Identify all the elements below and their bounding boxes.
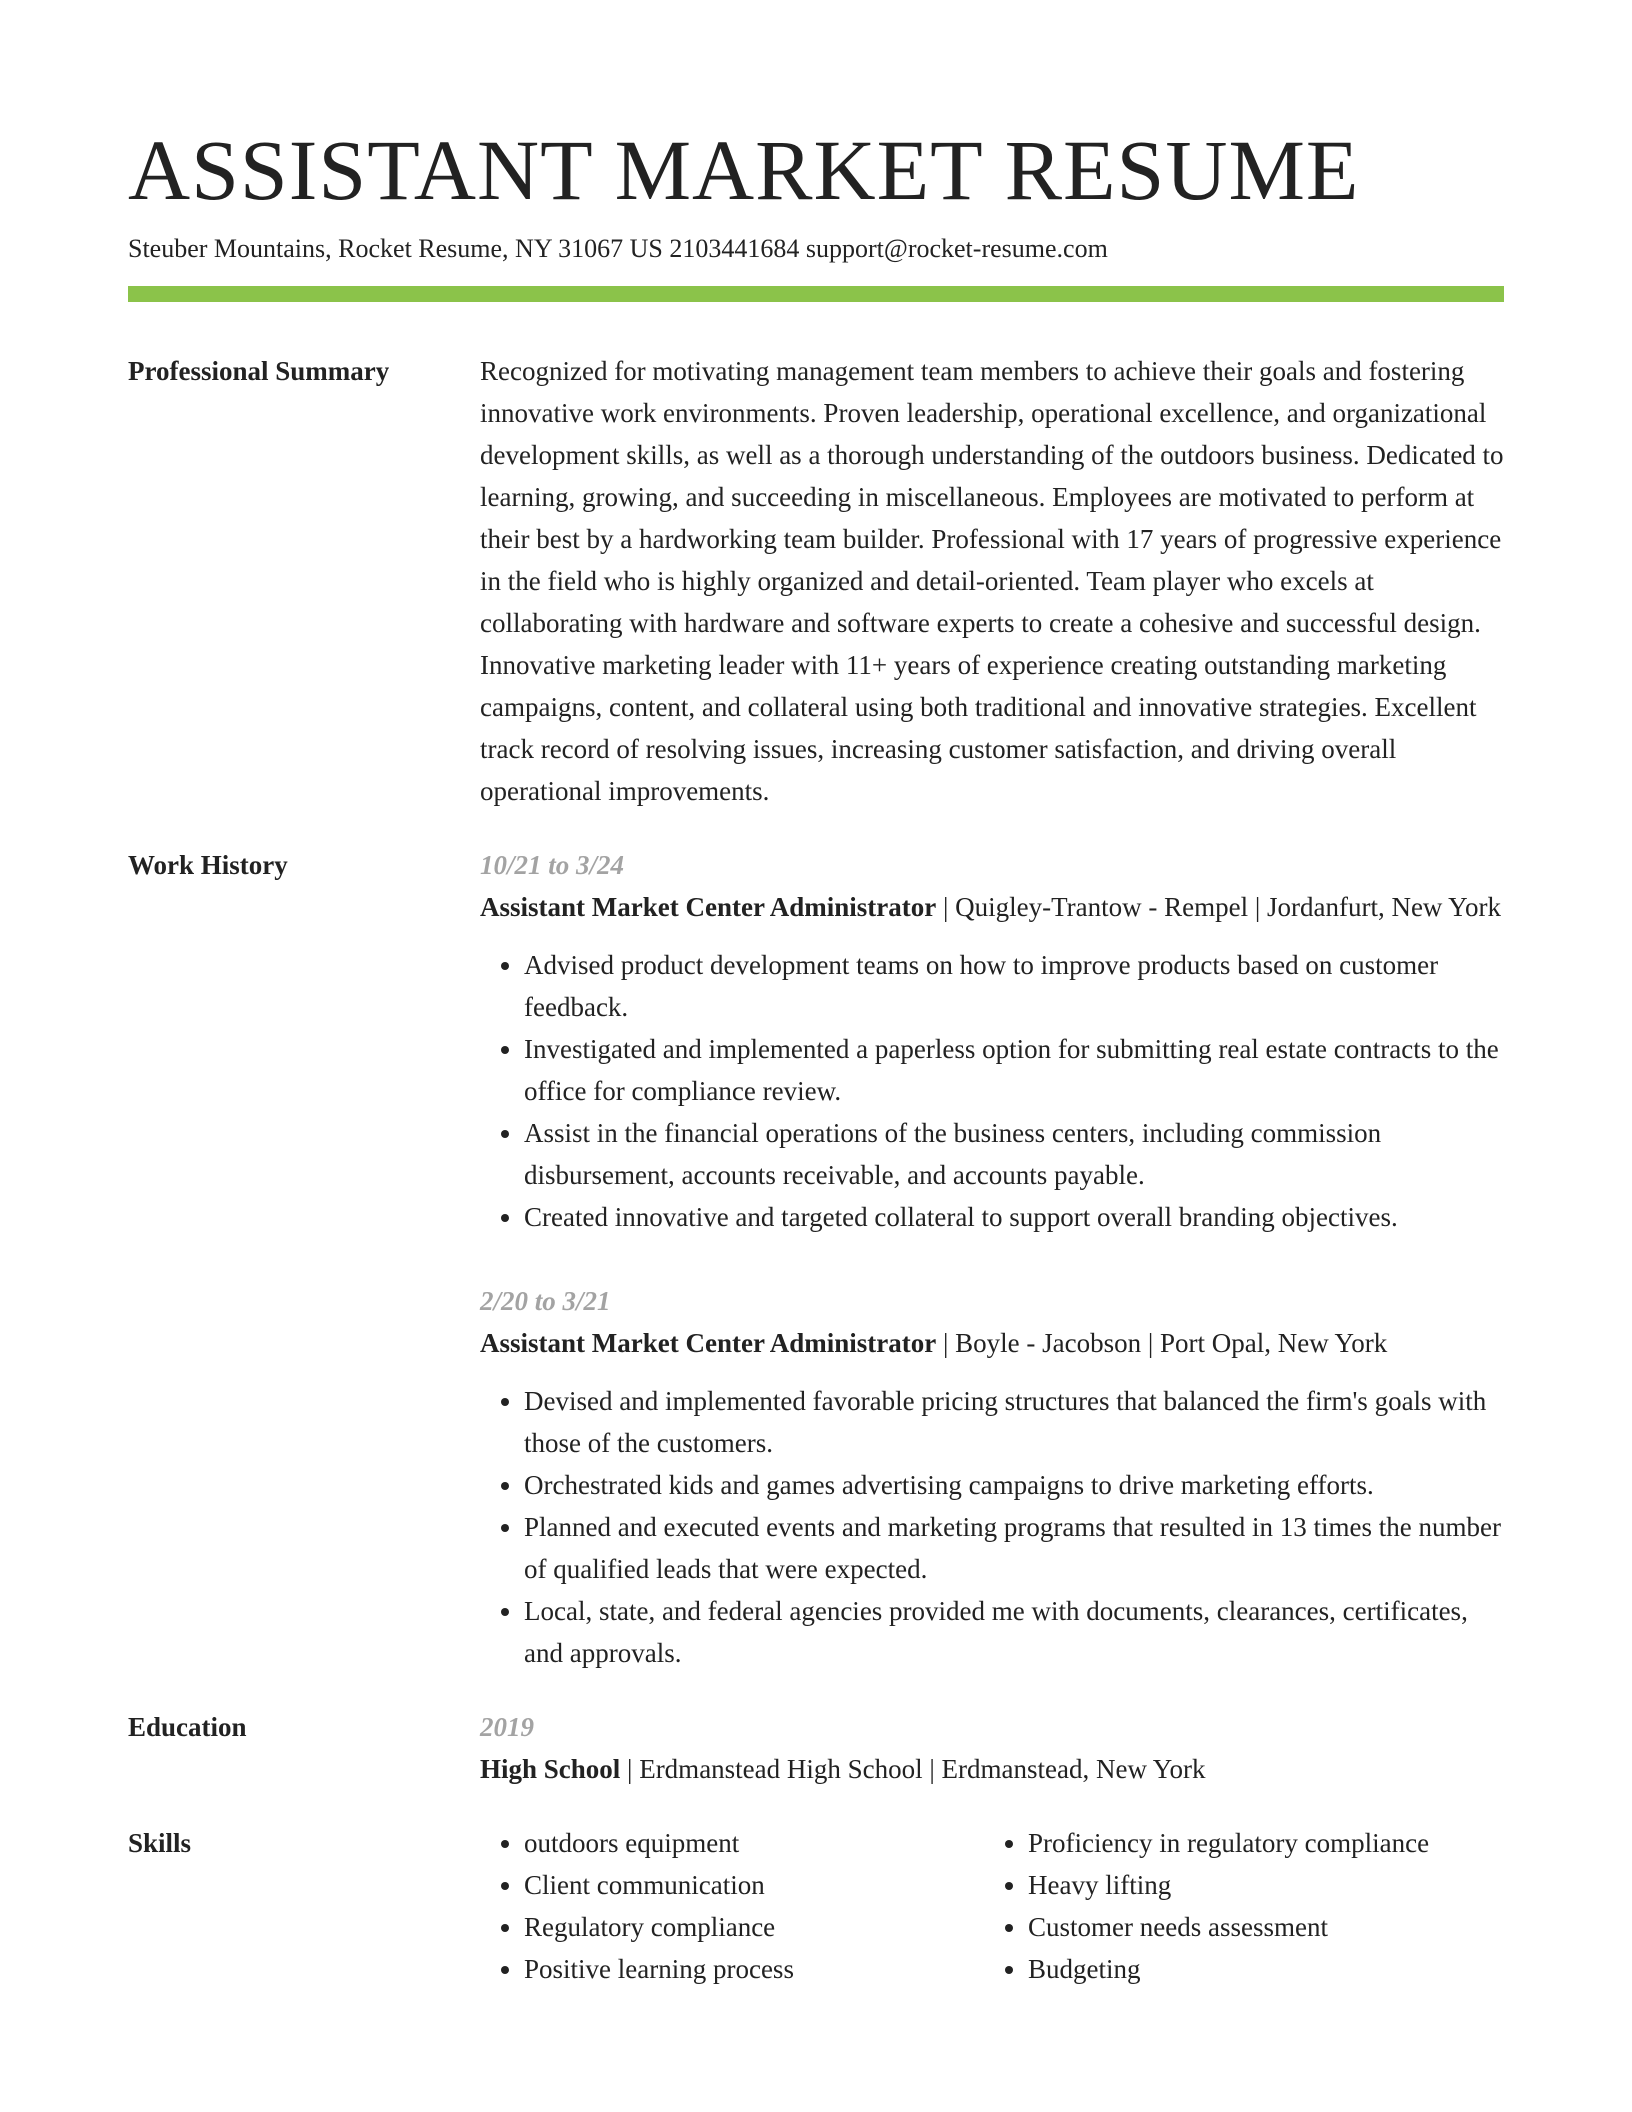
contact-line: Steuber Mountains, Rocket Resume, NY 31067 US 2103441684 support@rocket-resume.com [128,234,1108,263]
work-body [480,844,1504,1674]
skill-item: • Customer needs assessment [1028,1906,1508,1948]
job-role-line [480,1322,1504,1364]
section-label-work: Work History [128,850,288,880]
job-details: | Boyle - Jacobson | Port Opal, New York [936,1328,1388,1358]
summary-body [480,350,1504,812]
education-body [480,1706,1504,1790]
job-dates: 2/20 to 3/21 [480,1286,611,1316]
job-bullet: • Created innovative and targeted collateral to support overall branding objectives. [524,1196,1504,1238]
skills-list-left [480,1822,984,1990]
education-section [128,1706,1504,1790]
skill-item: • outdoors equipment [524,1822,984,1864]
section-label-skills: Skills [128,1828,192,1858]
skill-item: • Heavy lifting [1028,1864,1508,1906]
job-bullet: • Advised product development teams on how to improve products based on customer feedback. [524,944,1504,1028]
work-history-section [128,844,1504,1674]
education-degree: High School [480,1754,621,1784]
job-bullet-list [480,1380,1504,1674]
summary-text: Recognized for motivating management team members to achieve their goals and fostering innovative work environments. Proven leadership, operational excellence, and organizational development skills, as well as a thorough understanding of the outdoors business. Dedicated to learning, growing, and succeeding in miscellaneous. Employees are motivated to perform at their best by a hardworking team builder. Professional with 17 years of progressive experience in the field who is highly organized and detail-oriented. Team player who excels at collaborating with hardware and software experts to create a cohesive and successful design. Innovative marketing leader with 11+ years of experience creating outstanding marketing campaigns, content, and collateral using both traditional and innovative strategies. Excellent track record of resolving issues, increasing customer satisfaction, and driving overall operational improvements. [480,356,1504,806]
professional-summary-section [128,350,1504,812]
skill-item: • Positive learning process [524,1948,984,1990]
job-bullet: • Investigated and implemented a paperless option for submitting real estate contracts to the office for compliance review. [524,1028,1504,1112]
resume-title: ASSISTANT MARKET RESUME [128,122,1360,218]
section-label-summary: Professional Summary [128,356,390,386]
job-bullet: • Orchestrated kids and games advertising campaigns to drive marketing efforts. [524,1464,1504,1506]
skills-section [128,1822,1504,1990]
job-entry [480,1280,1504,1674]
skills-list-right [984,1822,1508,1990]
job-title: Assistant Market Center Administrator [480,892,937,922]
skill-item: • Client communication [524,1864,984,1906]
header-accent-bar [128,286,1504,302]
job-bullet: • Local, state, and federal agencies provided me with documents, clearances, certificates, and approvals. [524,1590,1504,1674]
job-bullet-list [480,944,1504,1238]
education-year: 2019 [480,1712,534,1742]
skills-body [480,1822,1508,1990]
job-dates: 10/21 to 3/24 [480,850,625,880]
job-bullet: • Devised and implemented favorable pricing structures that balanced the firm's goals with those of the customers. [524,1380,1504,1464]
job-entry [480,844,1504,1238]
job-title: Assistant Market Center Administrator [480,1328,937,1358]
job-bullet: • Assist in the financial operations of the business centers, including commission disbursement, accounts receivable, and accounts payable. [524,1112,1504,1196]
section-label-education: Education [128,1712,247,1742]
job-role-line [480,886,1504,928]
skill-item: • Proficiency in regulatory compliance [1028,1822,1508,1864]
job-bullet: • Planned and executed events and marketing programs that resulted in 13 times the number of qualified leads that were expected. [524,1506,1504,1590]
skill-item: • Regulatory compliance [524,1906,984,1948]
skill-item: • Budgeting [1028,1948,1508,1990]
education-line [480,1748,1504,1790]
skills-columns [480,1822,1508,1990]
education-details: | Erdmanstead High School | Erdmanstead, New York [620,1754,1206,1784]
job-details: | Quigley-Trantow - Rempel | Jordanfurt, New York [936,892,1501,922]
